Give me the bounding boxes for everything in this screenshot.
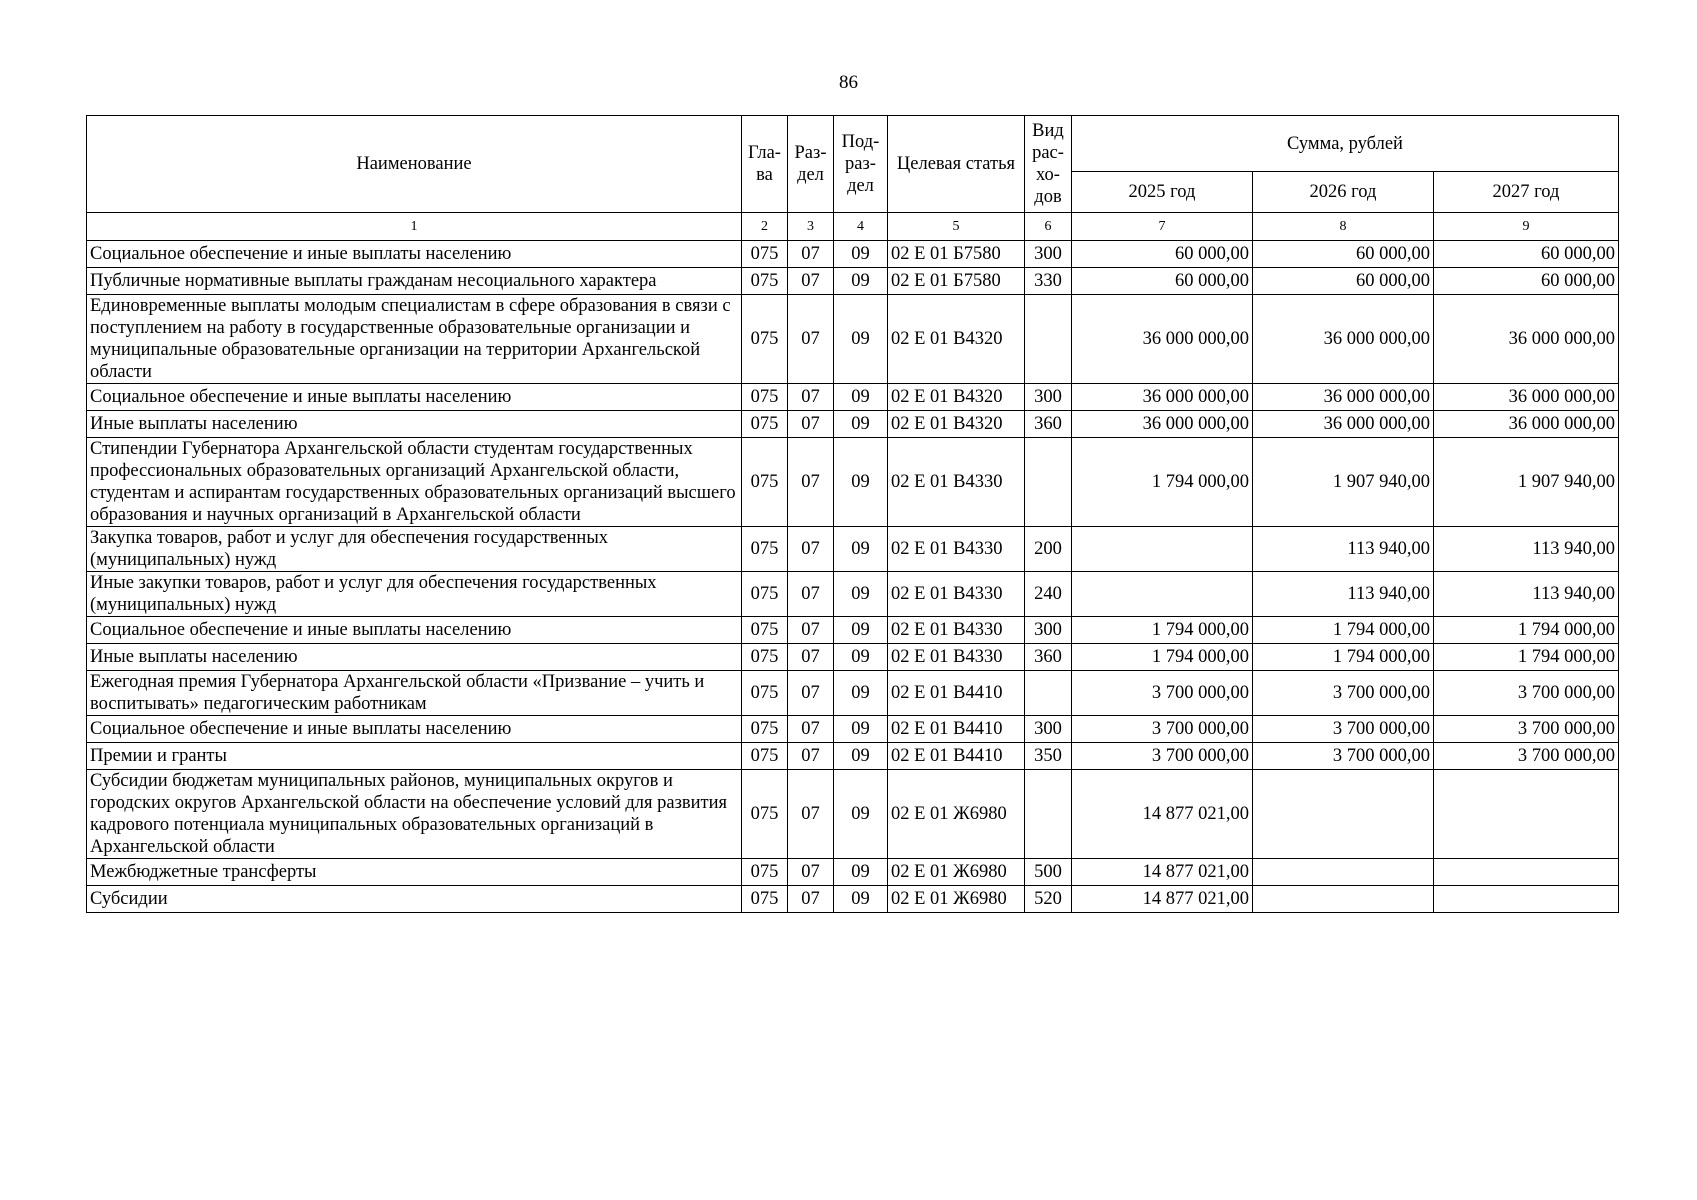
- row-target-article: 02 Е 01 В4320: [888, 295, 1025, 384]
- row-subsection: 09: [834, 886, 888, 913]
- row-expense-type: [1025, 295, 1072, 384]
- row-name: Межбюджетные трансферты: [87, 859, 742, 886]
- row-amount-2026: [1253, 859, 1434, 886]
- row-amount-2027: 113 940,00: [1434, 527, 1619, 572]
- row-chapter: 075: [742, 527, 788, 572]
- row-amount-2027: 36 000 000,00: [1434, 295, 1619, 384]
- row-name: Субсидии бюджетам муниципальных районов, муниципальных округов и городских округов Архангельской области на обеспечение условий для развития кадрового потенциала муниципальных образовательных организаций в Архангельской области: [87, 770, 742, 859]
- column-number: 6: [1025, 213, 1072, 241]
- row-chapter: 075: [742, 241, 788, 268]
- row-amount-2026: [1253, 886, 1434, 913]
- row-amount-2026: 1 907 940,00: [1253, 438, 1434, 527]
- row-name: Единовременные выплаты молодым специалистам в сфере образования в связи с поступлением на работу в государственные образовательные организации и муниципальные образовательные организации на территории Архангельской области: [87, 295, 742, 384]
- row-target-article: 02 Е 01 В4320: [888, 411, 1025, 438]
- header-subsection-label: Под- раз- дел: [841, 132, 880, 196]
- row-target-article: 02 Е 01 В4330: [888, 644, 1025, 671]
- row-chapter: 075: [742, 770, 788, 859]
- header-year-2027: 2027 год: [1434, 172, 1619, 213]
- row-amount-2027: 60 000,00: [1434, 241, 1619, 268]
- row-name: Социальное обеспечение и иные выплаты населению: [87, 617, 742, 644]
- row-name: Премии и гранты: [87, 743, 742, 770]
- row-subsection: 09: [834, 295, 888, 384]
- row-subsection: 09: [834, 241, 888, 268]
- header-expense-type-label: Вид рас- хо- дов: [1032, 121, 1064, 207]
- row-amount-2025: 36 000 000,00: [1072, 411, 1253, 438]
- row-name: Стипендии Губернатора Архангельской области студентам государственных профессиональных образовательных организаций Архангельской области, студентам и аспирантам государственных образовательных организаций высшего образования и научных организаций в Архангельской области: [87, 438, 742, 527]
- column-number: 9: [1434, 213, 1619, 241]
- row-expense-type: [1025, 770, 1072, 859]
- table-row: [87, 886, 1619, 913]
- row-amount-2025: 14 877 021,00: [1072, 859, 1253, 886]
- row-name: Социальное обеспечение и иные выплаты населению: [87, 384, 742, 411]
- row-target-article: 02 Е 01 Ж6980: [888, 770, 1025, 859]
- row-amount-2027: 3 700 000,00: [1434, 671, 1619, 716]
- row-subsection: 09: [834, 716, 888, 743]
- row-expense-type: 330: [1025, 268, 1072, 295]
- row-name: Закупка товаров, работ и услуг для обеспечения государственных (муниципальных) нужд: [87, 527, 742, 572]
- row-amount-2027: 36 000 000,00: [1434, 411, 1619, 438]
- row-subsection: 09: [834, 671, 888, 716]
- row-target-article: 02 Е 01 В4410: [888, 716, 1025, 743]
- row-section: 07: [788, 438, 834, 527]
- row-amount-2027: 3 700 000,00: [1434, 743, 1619, 770]
- row-chapter: 075: [742, 384, 788, 411]
- row-section: 07: [788, 295, 834, 384]
- row-subsection: 09: [834, 411, 888, 438]
- row-name: Иные выплаты населению: [87, 411, 742, 438]
- row-amount-2027: 3 700 000,00: [1434, 716, 1619, 743]
- row-expense-type: 500: [1025, 859, 1072, 886]
- row-section: 07: [788, 527, 834, 572]
- header-year-2025: 2025 год: [1072, 172, 1253, 213]
- table-row: [87, 859, 1619, 886]
- row-expense-type: 240: [1025, 572, 1072, 617]
- row-section: 07: [788, 411, 834, 438]
- row-amount-2026: 113 940,00: [1253, 572, 1434, 617]
- row-chapter: 075: [742, 411, 788, 438]
- row-amount-2027: 60 000,00: [1434, 268, 1619, 295]
- column-number: 8: [1253, 213, 1434, 241]
- row-amount-2027: [1434, 770, 1619, 859]
- table-row: [87, 527, 1619, 572]
- header-section: [788, 116, 834, 213]
- row-target-article: 02 Е 01 В4320: [888, 384, 1025, 411]
- table-row: [87, 572, 1619, 617]
- table-row: [87, 384, 1619, 411]
- header-target-article: Целевая статья: [888, 116, 1025, 213]
- header-name: Наименование: [87, 116, 742, 213]
- table-row: [87, 411, 1619, 438]
- row-amount-2025: 60 000,00: [1072, 241, 1253, 268]
- row-amount-2026: 60 000,00: [1253, 268, 1434, 295]
- row-chapter: 075: [742, 671, 788, 716]
- table-row: [87, 268, 1619, 295]
- column-number: 4: [834, 213, 888, 241]
- row-target-article: 02 Е 01 Ж6980: [888, 859, 1025, 886]
- header-sum: Сумма, рублей: [1072, 116, 1619, 172]
- row-expense-type: 350: [1025, 743, 1072, 770]
- row-amount-2025: 1 794 000,00: [1072, 438, 1253, 527]
- row-amount-2027: 113 940,00: [1434, 572, 1619, 617]
- header-chapter: [742, 116, 788, 213]
- row-amount-2025: 3 700 000,00: [1072, 716, 1253, 743]
- row-amount-2026: 36 000 000,00: [1253, 295, 1434, 384]
- page-number: 86: [839, 72, 858, 93]
- row-expense-type: 300: [1025, 241, 1072, 268]
- row-chapter: 075: [742, 716, 788, 743]
- row-chapter: 075: [742, 268, 788, 295]
- row-amount-2025: 3 700 000,00: [1072, 743, 1253, 770]
- header-subsection: [834, 116, 888, 213]
- table-row: [87, 241, 1619, 268]
- row-subsection: 09: [834, 438, 888, 527]
- row-amount-2025: 36 000 000,00: [1072, 384, 1253, 411]
- row-amount-2027: 1 794 000,00: [1434, 644, 1619, 671]
- row-section: 07: [788, 268, 834, 295]
- row-amount-2026: 3 700 000,00: [1253, 671, 1434, 716]
- table-row: [87, 438, 1619, 527]
- row-section: 07: [788, 716, 834, 743]
- row-chapter: 075: [742, 617, 788, 644]
- table-row: [87, 716, 1619, 743]
- row-amount-2025: [1072, 527, 1253, 572]
- row-expense-type: [1025, 438, 1072, 527]
- row-amount-2026: 113 940,00: [1253, 527, 1434, 572]
- row-target-article: 02 Е 01 В4330: [888, 438, 1025, 527]
- row-target-article: 02 Е 01 В4330: [888, 572, 1025, 617]
- row-expense-type: 300: [1025, 617, 1072, 644]
- column-number: 5: [888, 213, 1025, 241]
- row-amount-2025: 1 794 000,00: [1072, 617, 1253, 644]
- row-expense-type: 300: [1025, 716, 1072, 743]
- row-amount-2027: 1 907 940,00: [1434, 438, 1619, 527]
- row-amount-2026: 3 700 000,00: [1253, 743, 1434, 770]
- header-section-label: Раз- дел: [794, 143, 827, 185]
- row-amount-2027: 36 000 000,00: [1434, 384, 1619, 411]
- row-name: Субсидии: [87, 886, 742, 913]
- row-chapter: 075: [742, 743, 788, 770]
- header-expense-type: [1025, 116, 1072, 213]
- row-subsection: 09: [834, 572, 888, 617]
- table-row: [87, 743, 1619, 770]
- row-target-article: 02 Е 01 В4330: [888, 617, 1025, 644]
- row-chapter: 075: [742, 859, 788, 886]
- row-expense-type: 360: [1025, 411, 1072, 438]
- row-section: 07: [788, 770, 834, 859]
- row-section: 07: [788, 886, 834, 913]
- table-row: [87, 644, 1619, 671]
- row-target-article: 02 Е 01 Б7580: [888, 241, 1025, 268]
- column-number: 1: [87, 213, 742, 241]
- row-subsection: 09: [834, 859, 888, 886]
- row-amount-2027: 1 794 000,00: [1434, 617, 1619, 644]
- row-amount-2025: 1 794 000,00: [1072, 644, 1253, 671]
- row-amount-2025: [1072, 572, 1253, 617]
- table-body: [87, 241, 1619, 913]
- row-target-article: 02 Е 01 В4410: [888, 671, 1025, 716]
- row-subsection: 09: [834, 770, 888, 859]
- row-amount-2026: 36 000 000,00: [1253, 411, 1434, 438]
- row-section: 07: [788, 644, 834, 671]
- row-chapter: 075: [742, 438, 788, 527]
- column-number: 3: [788, 213, 834, 241]
- row-expense-type: [1025, 671, 1072, 716]
- row-amount-2026: 36 000 000,00: [1253, 384, 1434, 411]
- row-section: 07: [788, 743, 834, 770]
- row-subsection: 09: [834, 527, 888, 572]
- row-name: Публичные нормативные выплаты гражданам несоциального характера: [87, 268, 742, 295]
- row-name: Социальное обеспечение и иные выплаты населению: [87, 716, 742, 743]
- row-target-article: 02 Е 01 Ж6980: [888, 886, 1025, 913]
- row-amount-2026: 60 000,00: [1253, 241, 1434, 268]
- column-number: 7: [1072, 213, 1253, 241]
- row-amount-2025: 36 000 000,00: [1072, 295, 1253, 384]
- row-amount-2025: 14 877 021,00: [1072, 886, 1253, 913]
- row-name: Ежегодная премия Губернатора Архангельской области «Призвание – учить и воспитывать» педагогическим работникам: [87, 671, 742, 716]
- row-amount-2027: [1434, 859, 1619, 886]
- row-chapter: 075: [742, 886, 788, 913]
- row-subsection: 09: [834, 644, 888, 671]
- row-section: 07: [788, 572, 834, 617]
- row-target-article: 02 Е 01 Б7580: [888, 268, 1025, 295]
- row-subsection: 09: [834, 743, 888, 770]
- table-row: [87, 295, 1619, 384]
- row-expense-type: 200: [1025, 527, 1072, 572]
- row-section: 07: [788, 671, 834, 716]
- row-target-article: 02 Е 01 В4330: [888, 527, 1025, 572]
- row-subsection: 09: [834, 268, 888, 295]
- row-amount-2026: 3 700 000,00: [1253, 716, 1434, 743]
- row-subsection: 09: [834, 384, 888, 411]
- row-chapter: 075: [742, 295, 788, 384]
- row-subsection: 09: [834, 617, 888, 644]
- row-section: 07: [788, 617, 834, 644]
- row-name: Иные выплаты населению: [87, 644, 742, 671]
- row-chapter: 075: [742, 644, 788, 671]
- header-row: [87, 116, 1619, 172]
- table-row: [87, 770, 1619, 859]
- row-section: 07: [788, 384, 834, 411]
- row-expense-type: 300: [1025, 384, 1072, 411]
- row-amount-2026: [1253, 770, 1434, 859]
- row-section: 07: [788, 859, 834, 886]
- row-chapter: 075: [742, 572, 788, 617]
- row-expense-type: 360: [1025, 644, 1072, 671]
- row-name: Иные закупки товаров, работ и услуг для обеспечения государственных (муниципальных) нужд: [87, 572, 742, 617]
- header-year-2026: 2026 год: [1253, 172, 1434, 213]
- column-numbers-row: [87, 213, 1619, 241]
- row-name: Социальное обеспечение и иные выплаты населению: [87, 241, 742, 268]
- table-row: [87, 671, 1619, 716]
- row-amount-2026: 1 794 000,00: [1253, 617, 1434, 644]
- row-expense-type: 520: [1025, 886, 1072, 913]
- row-amount-2025: 3 700 000,00: [1072, 671, 1253, 716]
- row-amount-2027: [1434, 886, 1619, 913]
- row-amount-2026: 1 794 000,00: [1253, 644, 1434, 671]
- row-amount-2025: 14 877 021,00: [1072, 770, 1253, 859]
- row-target-article: 02 Е 01 В4410: [888, 743, 1025, 770]
- row-amount-2025: 60 000,00: [1072, 268, 1253, 295]
- column-number: 2: [742, 213, 788, 241]
- row-section: 07: [788, 241, 834, 268]
- header-chapter-label: Гла- ва: [748, 143, 781, 185]
- budget-table: [86, 115, 1619, 913]
- table-row: [87, 617, 1619, 644]
